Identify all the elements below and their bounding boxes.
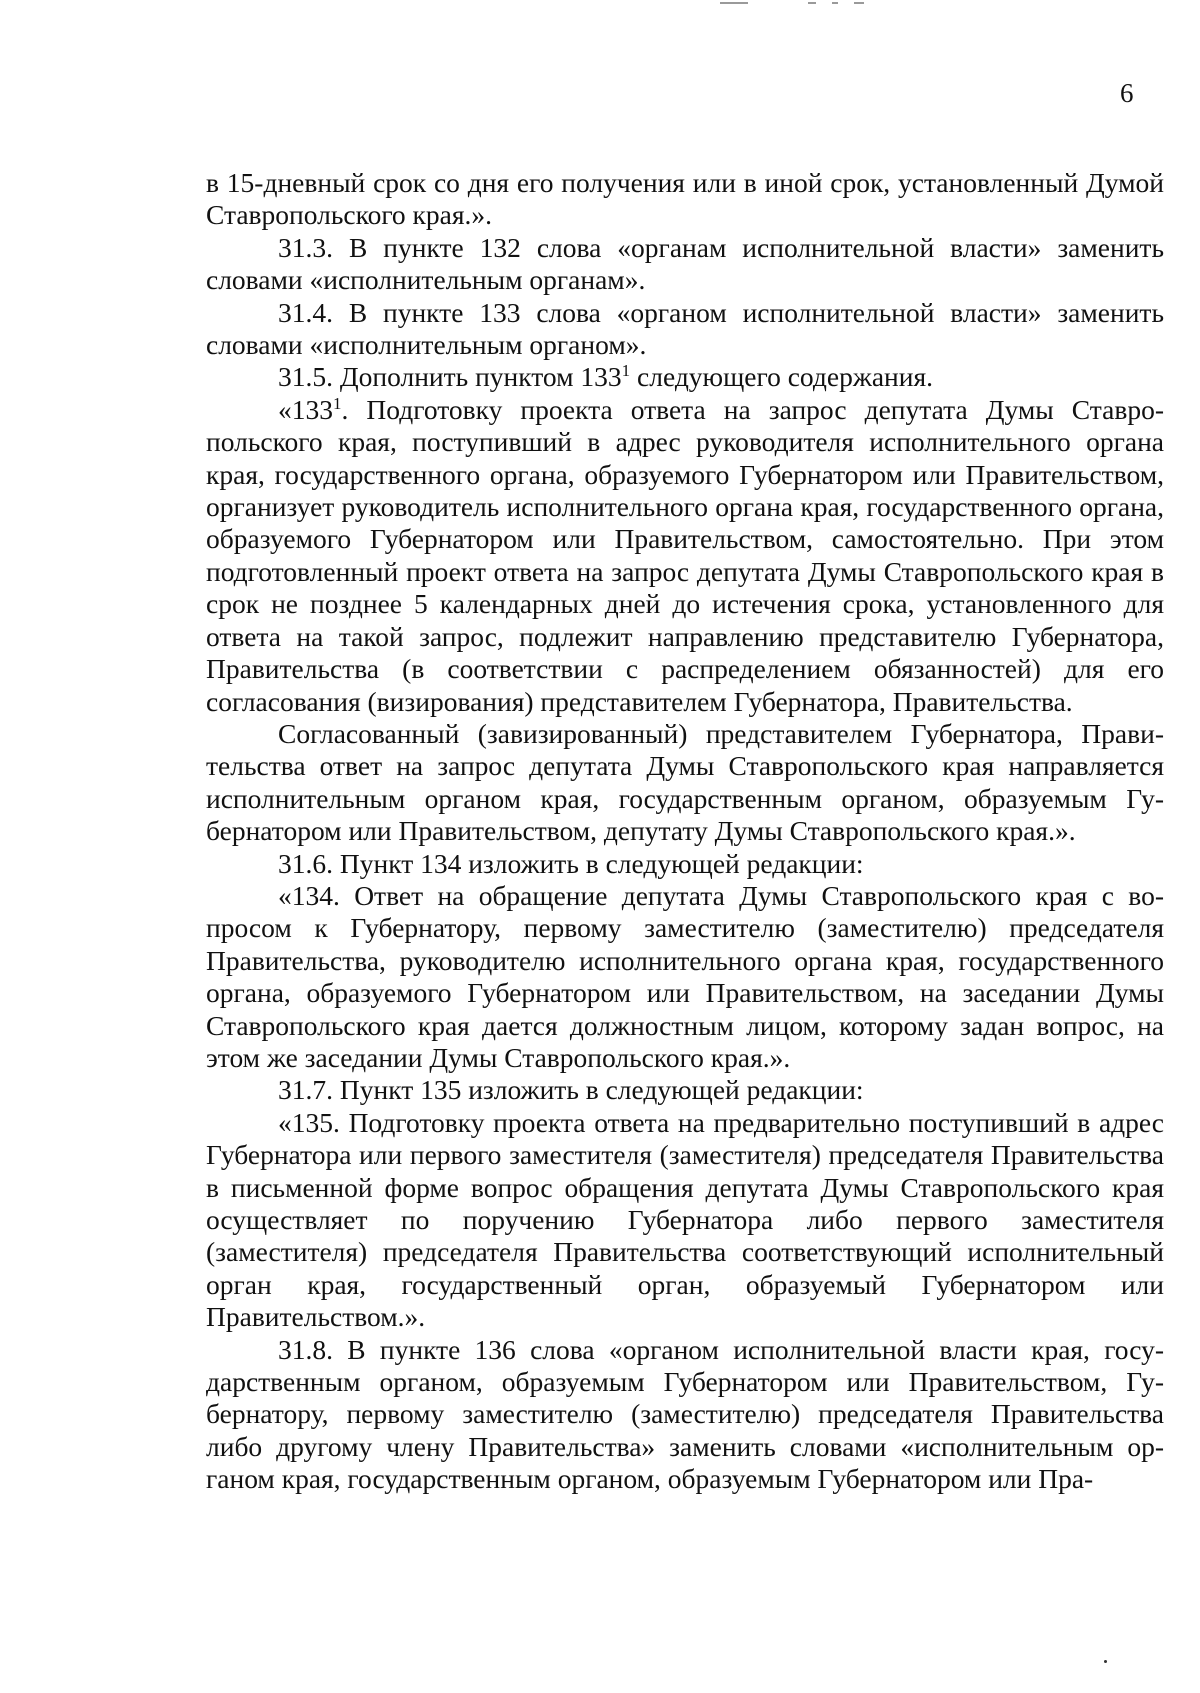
paragraph — [206, 361, 1164, 393]
paragraph-text: . Подготовку проекта ответа на запрос депутата Думы Ставропольского края, поступивший в адрес руководителя исполнительного органа края, государственного органа, образуемого Губернатором или Правительством, организует руководитель исполнительного органа края, государственного органа, образуемого Губернатором или Правительством, самостоятельно. При этом подготовленный проект ответа на запрос депутата Думы Ставропольского края в срок не позднее 5 календарных дней до истечения срока, установленного для ответа на такой запрос, подлежит направлению представителю Губернатора, Правительства (в соответствии с распределением обязанностей) для его согласования (визирования) представителем Губернатора, Правительства. — [206, 393, 1164, 717]
paragraph-text: «133 — [278, 393, 333, 425]
paragraph: 31.3. В пункте 132 слова «органам исполнительной власти» заменить словами «исполнительным органам». — [206, 231, 1164, 296]
paragraph: 31.7. Пункт 135 изложить в следующей редакции: — [278, 1074, 864, 1106]
page-number: 6 — [1120, 78, 1134, 108]
paragraph: Согласованный (завизированный) представителем Губернатора, Правительства ответ на запрос депутата Думы Ставропольского края направляется исполнительным органом края, государственным органом, образуемым Губернатором или Правительством, депутату Думы Ставропольского края.». — [206, 717, 1164, 847]
paragraph: 31.4. В пункте 133 слова «органом исполнительной власти» заменить словами «исполнительным органом». — [206, 296, 1164, 361]
paragraph: в 15-дневный срок со дня его получения или в иной срок, установленный Думой Ставропольского края.». — [206, 167, 1164, 231]
superscript: 1 — [621, 361, 631, 381]
paragraph: «135. Подготовку проекта ответа на предварительно поступивший в адрес Губернатора или первого заместителя (заместителя) председателя Правительства в письменной форме вопрос обращения депутата Думы Ставропольского края осуществляет по поручению Губернатора либо первого заместителя (заместителя) председателя Правительства соответствующий исполнительный орган края, государственный орган, образуемый Губернатором или Правительством.». — [206, 1106, 1164, 1333]
paragraph — [206, 394, 1164, 718]
paragraph: 31.6. Пункт 134 изложить в следующей редакции: — [278, 847, 864, 879]
paragraph: «134. Ответ на обращение депутата Думы Ставропольского края с вопросом к Губернатору, первому заместителю (заместителю) председателя Правительства, руководителю исполнительного органа края, государственного органа, образуемого Губернатором или Правительством, на заседании Думы Ставропольского края дается должностным лицом, которому задан вопрос, на этом же заседании Думы Ставропольского края.». — [206, 879, 1164, 1073]
superscript: 1 — [333, 393, 342, 413]
document-body — [206, 167, 1164, 1496]
scan-artifact — [720, 2, 930, 8]
scan-speck — [1104, 1660, 1107, 1663]
paragraph-text: следующего содержания. — [630, 361, 933, 393]
paragraph-text: 31.5. Дополнить пунктом 133 — [278, 361, 622, 393]
paragraph: 31.8. В пункте 136 слова «органом исполнительной власти края, государственным органом, образуемым Губернатором или Правительством, Губернатору, первому заместителю (заместителю) председателя Правительства либо другому члену Правительства» заменить словами «исполнительным органом края, государственным органом, образуемым Губернатором или Пра- — [206, 1333, 1164, 1495]
